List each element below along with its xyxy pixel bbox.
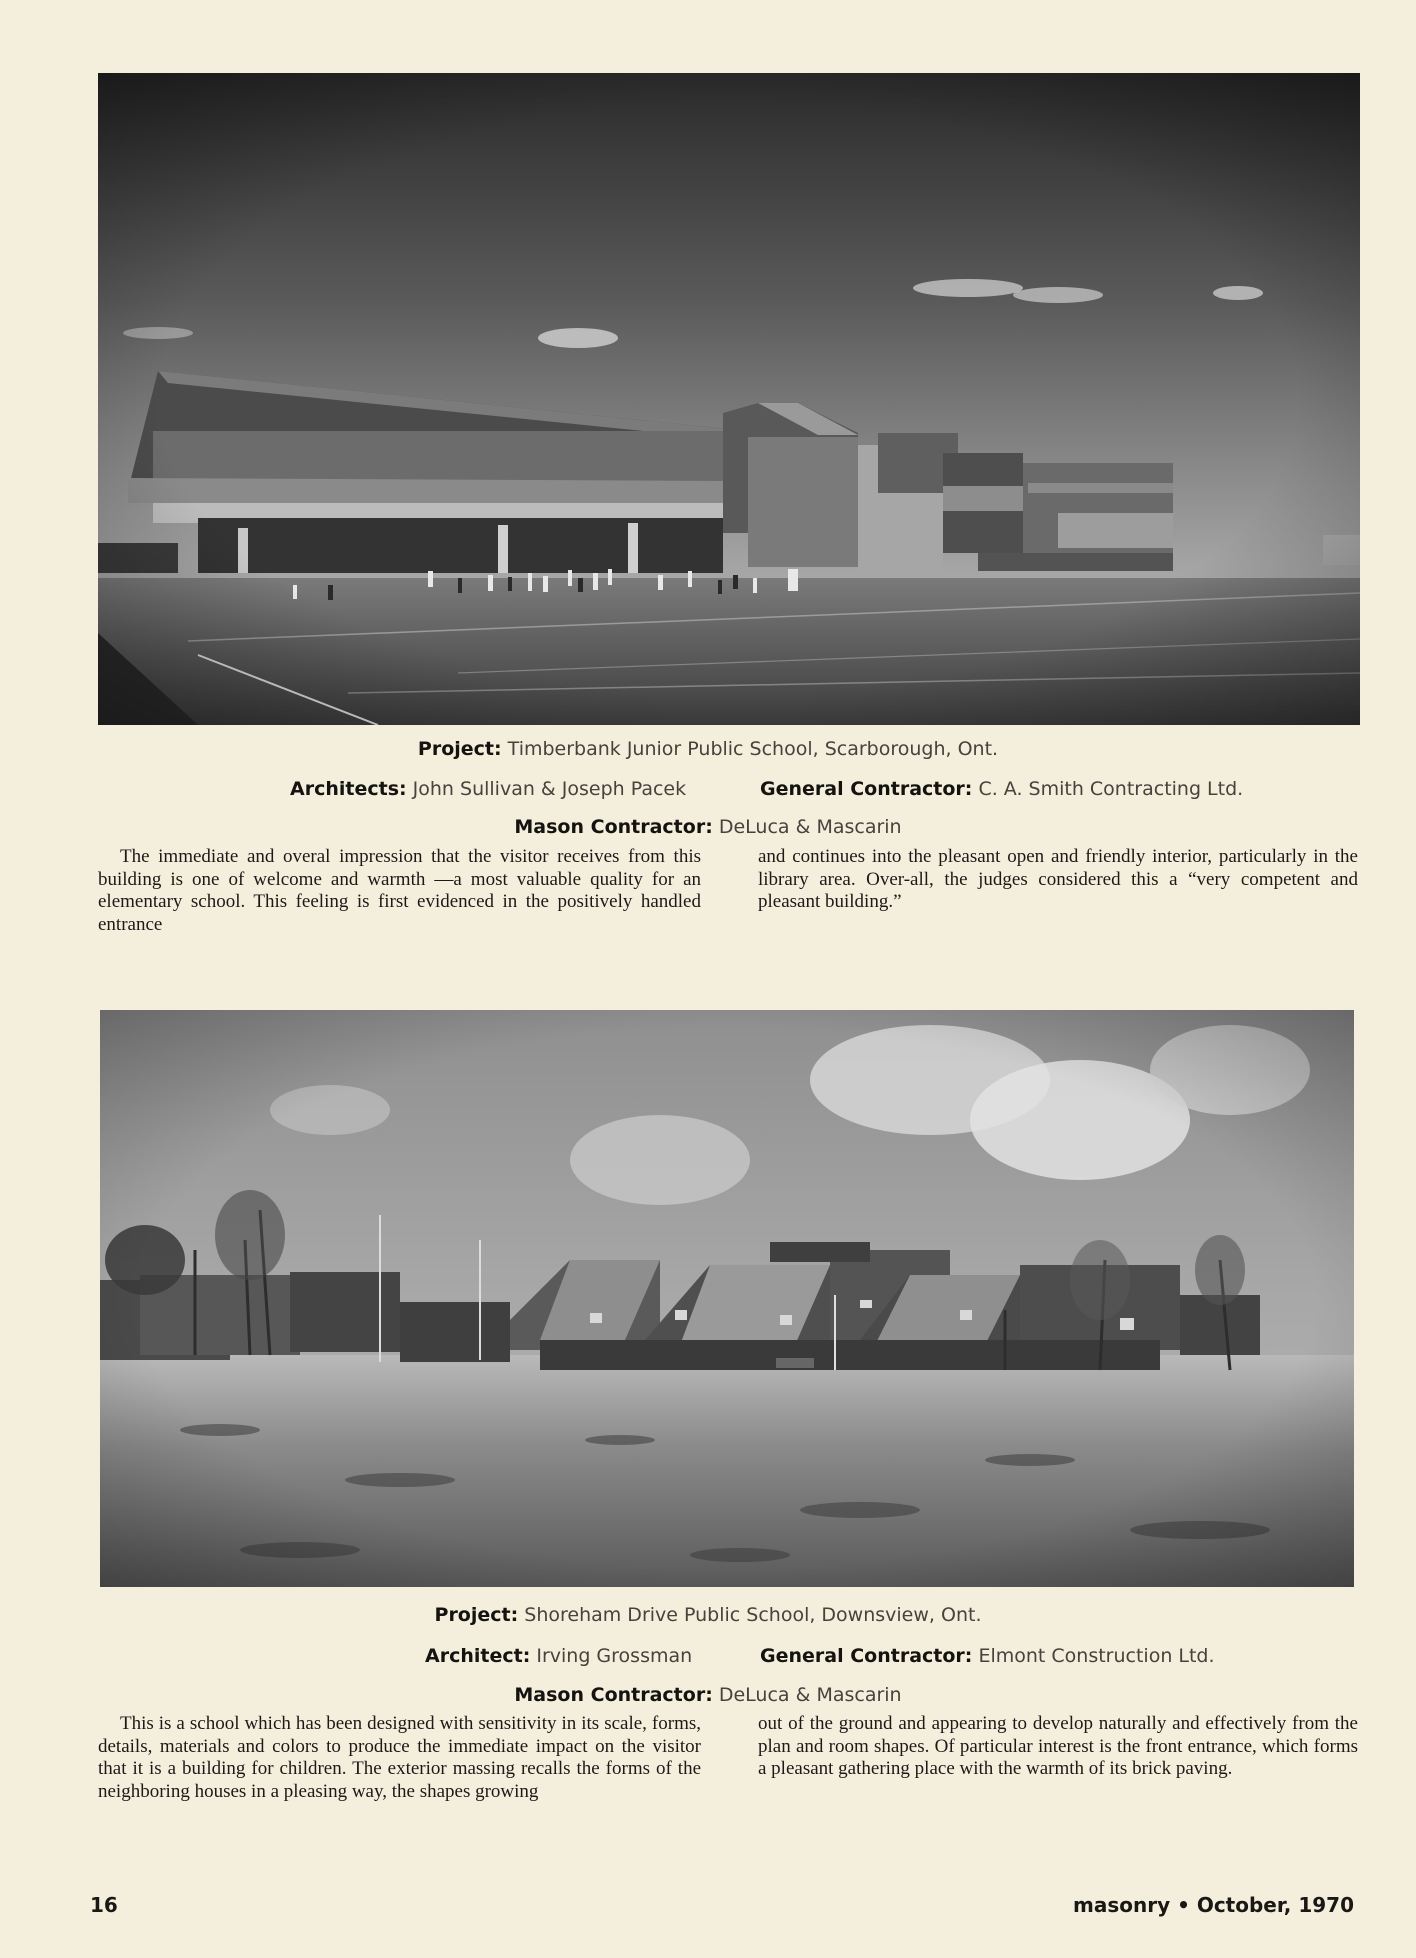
caption1-mason xyxy=(0,816,1416,838)
caption2-mason-value: DeLuca & Mascarin xyxy=(718,1684,902,1706)
photo-timberbank-illustration xyxy=(98,73,1360,725)
photo-timberbank-school xyxy=(98,73,1360,725)
caption1-architects-value: John Sullivan & Joseph Pacek xyxy=(412,778,687,800)
caption1-architects-label: Architects: xyxy=(290,778,407,800)
article1-text-column-right: and continues into the pleasant open and friendly interior, particularly in the library area. Over-all, the judges considered this a “very competent and pleasant building.” xyxy=(758,846,1358,912)
publication-footer: masonry • October, 1970 xyxy=(1072,1893,1354,1917)
caption2-architect xyxy=(425,1645,692,1667)
caption1-mason-label: Mason Contractor: xyxy=(514,816,713,838)
caption2-project xyxy=(0,1604,1416,1626)
caption1-project-value: Timberbank Junior Public School, Scarborough, Ont. xyxy=(507,738,999,760)
caption2-project-value: Shoreham Drive Public School, Downsview, Ont. xyxy=(524,1604,982,1626)
caption1-project-label: Project: xyxy=(417,738,502,760)
photo-shoreham-school xyxy=(100,1010,1354,1587)
caption2-project-label: Project: xyxy=(434,1604,519,1626)
page-number: 16 xyxy=(90,1893,118,1917)
article2-text-column-left: This is a school which has been designed with sensitivity in its scale, forms, details, materials and colors to produce the immediate impact on the visitor that it is a building for children. The exterior massing recalls the forms of the neighboring houses in a pleasing way, the shapes growing xyxy=(98,1713,701,1802)
caption2-gc-label: General Contractor: xyxy=(760,1645,973,1667)
caption1-project xyxy=(0,738,1416,760)
caption2-gc-value: Elmont Construction Ltd. xyxy=(978,1645,1215,1667)
caption1-gc-label: General Contractor: xyxy=(760,778,973,800)
caption2-mason-label: Mason Contractor: xyxy=(514,1684,713,1706)
article2-text-column-right: out of the ground and appearing to develop naturally and effectively from the plan and room shapes. Of particular interest is the front entrance, which forms a pleasant gathering place with the warmth of its brick paving. xyxy=(758,1713,1358,1779)
caption1-general-contractor xyxy=(760,778,1243,800)
caption2-architect-label: Architect: xyxy=(425,1645,531,1667)
article1-text-column-left: The immediate and overal impression that the visitor receives from this building is one of welcome and warmth —a most valuable quality for an elementary school. This feeling is first evidenced in the positively handled entrance xyxy=(98,846,701,935)
caption2-general-contractor xyxy=(760,1645,1215,1667)
caption1-architects xyxy=(290,778,686,800)
caption2-mason xyxy=(0,1684,1416,1706)
caption1-mason-value: DeLuca & Mascarin xyxy=(718,816,902,838)
caption2-architect-value: Irving Grossman xyxy=(536,1645,693,1667)
photo-shoreham-illustration xyxy=(100,1010,1354,1587)
caption1-gc-value: C. A. Smith Contracting Ltd. xyxy=(978,778,1244,800)
